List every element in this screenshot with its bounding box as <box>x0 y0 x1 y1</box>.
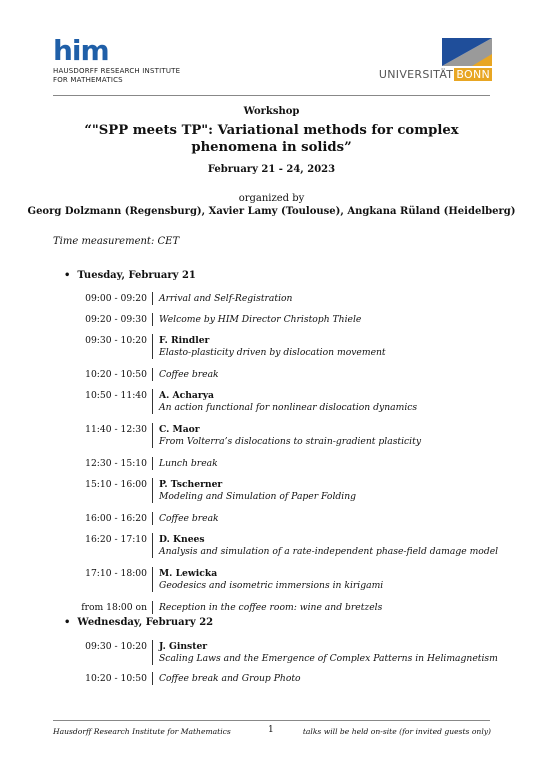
schedule-row <box>60 334 500 368</box>
talk-title: An action functional for nonlinear dislocation dynamics <box>159 402 418 413</box>
header-rule <box>53 95 490 96</box>
session-time: 10:20 - 10:50 <box>85 369 147 380</box>
session-details <box>152 292 500 305</box>
session-title: Welcome by HIM Director Christoph Thiele <box>159 314 362 325</box>
session-time: 16:00 - 16:20 <box>85 513 147 524</box>
schedule-row <box>60 567 500 601</box>
session-details <box>152 478 500 503</box>
speaker-name: C. Maor <box>159 424 200 435</box>
uni-bonn-wordmark: UNIVERSITÄT BONN <box>378 68 490 81</box>
him-wordmark: him <box>53 34 109 67</box>
session-time: 09:30 - 10:20 <box>85 335 147 346</box>
speaker-name: A. Acharya <box>159 390 215 401</box>
session-time: 15:10 - 16:00 <box>85 479 147 490</box>
schedule-row <box>60 457 500 478</box>
bullet-icon: • <box>64 617 71 628</box>
uni-bonn-logo <box>378 38 492 82</box>
session-time: 09:20 - 09:30 <box>85 314 147 325</box>
session-time: 16:20 - 17:10 <box>85 534 147 545</box>
session-title: Coffee break and Group Photo <box>159 673 301 684</box>
time-measurement-note: Time measurement: CET <box>53 236 180 247</box>
session-details <box>152 601 500 614</box>
speaker-name: M. Lewicka <box>159 568 218 579</box>
talk-title: From Volterra’s dislocations to strain-gradient plasticity <box>159 436 422 447</box>
session-title: Reception in the coffee room: wine and bretzels <box>159 602 383 613</box>
schedule-row <box>60 640 500 672</box>
speaker-name: F. Rindler <box>159 335 210 346</box>
session-details <box>152 423 500 448</box>
bullet-icon: • <box>64 270 71 281</box>
session-details <box>152 567 500 592</box>
schedule-row <box>60 512 500 533</box>
session-title: Coffee break <box>159 369 219 380</box>
talk-title: Scaling Laws and the Emergence of Complex Patterns in Helimagnetism <box>159 653 498 664</box>
page-number: 1 <box>268 725 274 735</box>
event-kind: Workshop <box>243 106 300 117</box>
session-title: Coffee break <box>159 513 219 524</box>
schedule-row <box>60 292 500 313</box>
session-details <box>152 313 500 326</box>
him-institute-name: HAUSDORFF RESEARCH INSTITUTE FOR MATHEMATICS <box>53 67 181 84</box>
speaker-name: J. Ginster <box>159 641 208 652</box>
session-details <box>152 389 500 414</box>
schedule-row <box>60 478 500 512</box>
footer-note: talks will be held on-site (for invited guests only) <box>302 727 491 736</box>
event-dates: February 21 - 24, 2023 <box>207 164 336 175</box>
organized-by-label: organized by <box>238 193 305 204</box>
him-logo <box>53 34 181 84</box>
session-details <box>152 672 500 685</box>
schedule-row <box>60 672 500 693</box>
talk-title: Geodesics and isometric immersions in kirigami <box>159 580 384 591</box>
organizers: Georg Dolzmann (Regensburg), Xavier Lamy (Toulouse), Angkana Rüland (Heidelberg) <box>27 206 516 217</box>
session-details <box>152 533 500 558</box>
session-time: 09:00 - 09:20 <box>85 293 147 304</box>
session-time: 10:20 - 10:50 <box>85 673 147 684</box>
footer-rule <box>53 720 490 721</box>
session-title: Arrival and Self-Registration <box>159 293 293 304</box>
schedule-row <box>60 389 500 423</box>
speaker-name: D. Knees <box>159 534 205 545</box>
session-time: 11:40 - 12:30 <box>85 424 147 435</box>
session-details <box>152 512 500 525</box>
day-heading-tuesday: • Tuesday, February 21 <box>64 270 196 281</box>
session-details <box>152 457 500 470</box>
session-details <box>152 368 500 381</box>
footer-institute: Hausdorff Research Institute for Mathematics <box>53 727 231 736</box>
schedule-row <box>60 533 500 567</box>
uni-bonn-emblem-icon <box>442 38 492 66</box>
talk-title: Elasto-plasticity driven by dislocation movement <box>159 347 386 358</box>
talk-title: Modeling and Simulation of Paper Folding <box>159 491 357 502</box>
session-time: from 18:00 on <box>81 602 147 613</box>
schedule-row <box>60 423 500 457</box>
schedule-row <box>60 313 500 334</box>
schedule-wednesday <box>60 640 500 693</box>
day-heading-wednesday: • Wednesday, February 22 <box>64 617 214 628</box>
session-time: 17:10 - 18:00 <box>85 568 147 579</box>
session-title: Lunch break <box>159 458 218 469</box>
event-title: “"SPP meets TP": Variational methods for complex phenomena in solids” <box>84 123 459 155</box>
schedule-row <box>60 368 500 389</box>
session-details <box>152 334 500 359</box>
session-time: 12:30 - 15:10 <box>85 458 147 469</box>
speaker-name: P. Tscherner <box>159 479 223 490</box>
schedule-tuesday <box>60 292 500 622</box>
session-time: 10:50 - 11:40 <box>85 390 147 401</box>
session-time: 09:30 - 10:20 <box>85 641 147 652</box>
talk-title: Analysis and simulation of a rate-independent phase-field damage model <box>159 546 499 557</box>
session-details <box>152 640 500 665</box>
